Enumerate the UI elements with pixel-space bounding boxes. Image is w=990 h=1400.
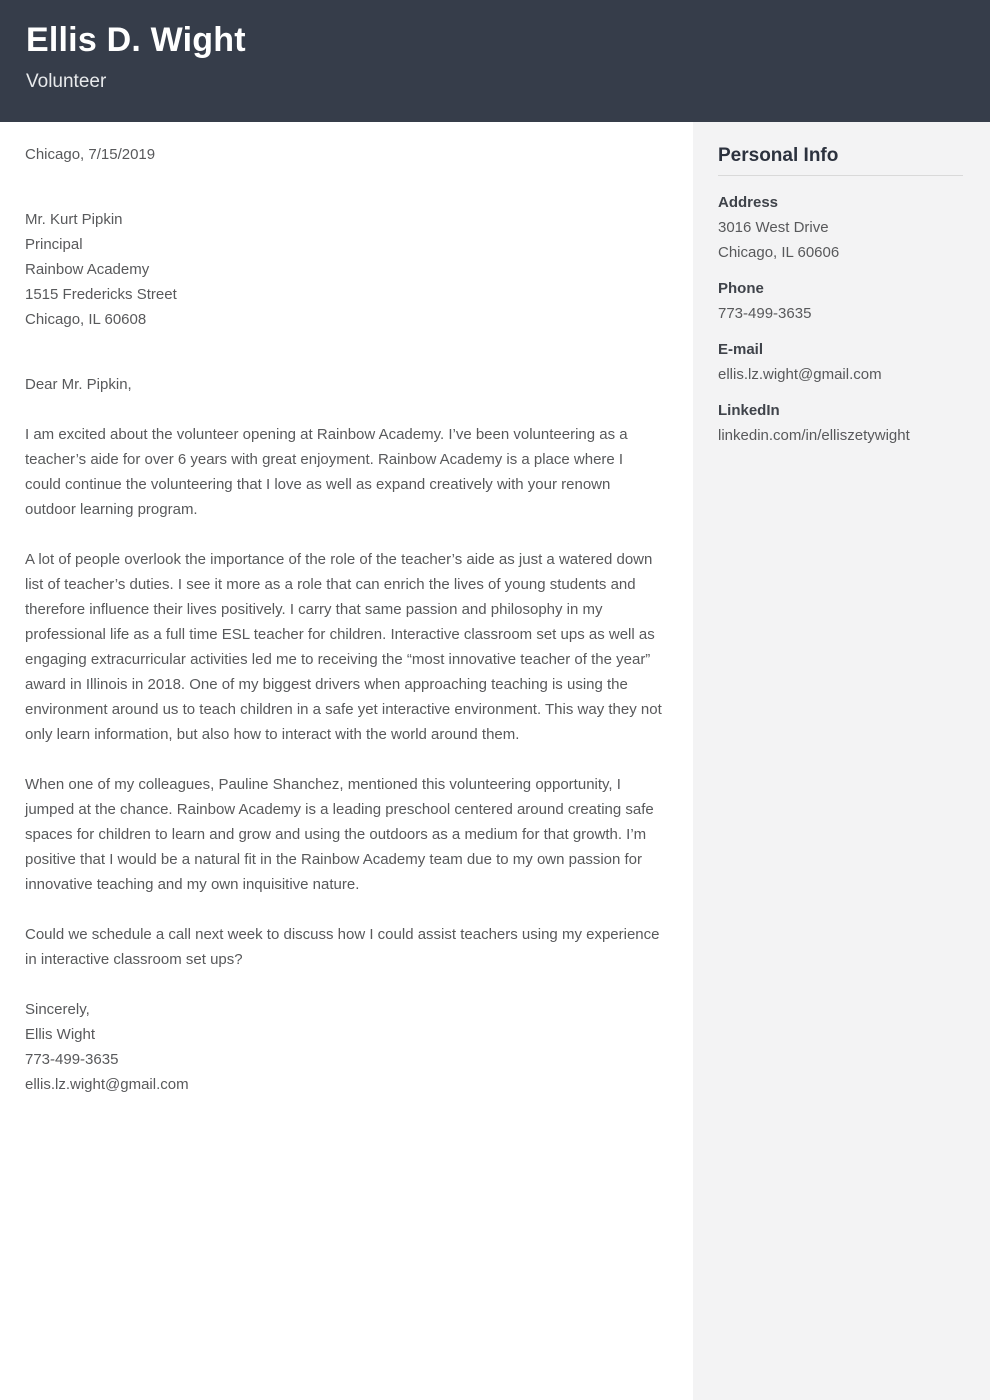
date-line: Chicago, 7/15/2019 <box>25 146 156 163</box>
address-city-value: Chicago, IL 60606 <box>718 244 840 261</box>
sidebar-section-phone <box>718 273 963 326</box>
address-street-value: 3016 West Drive <box>718 219 829 236</box>
recipient-company: Rainbow Academy <box>25 261 150 278</box>
personal-info-sidebar <box>693 122 990 1400</box>
closing-signoff: Sincerely, <box>25 1001 90 1018</box>
address-label: Address <box>718 194 779 211</box>
email-label: E-mail <box>718 341 764 358</box>
closing-phone: 773-499-3635 <box>25 1051 119 1068</box>
closing-block <box>25 997 663 1097</box>
candidate-name: Ellis D. Wight <box>26 21 246 59</box>
letter-body <box>0 122 693 1400</box>
recipient-name: Mr. Kurt Pipkin <box>25 211 123 228</box>
paragraph-call-to-action: Could we schedule a call next week to discuss how I could assist teachers using my experience in interactive classroom set ups? <box>25 926 660 968</box>
recipient-role: Principal <box>25 236 83 253</box>
closing-email: ellis.lz.wight@gmail.com <box>25 1076 189 1093</box>
sidebar-heading: Personal Info <box>718 145 839 166</box>
sidebar-divider <box>718 175 963 176</box>
letter-header <box>0 0 990 122</box>
phone-label: Phone <box>718 280 764 297</box>
recipient-street: 1515 Fredericks Street <box>25 286 177 303</box>
sidebar-section-linkedin <box>718 395 963 448</box>
sidebar-section-address <box>718 187 963 265</box>
linkedin-label: LinkedIn <box>718 402 780 419</box>
recipient-city: Chicago, IL 60608 <box>25 311 147 328</box>
linkedin-value: linkedin.com/in/elliszetywight <box>718 427 910 444</box>
candidate-job-title: Volunteer <box>26 71 107 92</box>
phone-value: 773-499-3635 <box>718 305 812 322</box>
email-value: ellis.lz.wight@gmail.com <box>718 366 882 383</box>
recipient-block <box>25 207 663 332</box>
sidebar-section-email <box>718 334 963 387</box>
paragraph-experience: A lot of people overlook the importance of the role of the teacher’s aide as just a watered down list of teacher’s duties. I see it more as a role that can enrich the lives of young students and therefore influence their lives positively. I carry that same passion and philosophy in my professional life as a full time ESL teacher for children. Interactive classroom set ups as well as engaging extracurricular activities led me to receiving the “most innovative teacher of the year” award in Illinois in 2018. One of my biggest drivers when approaching teaching is using the environment around us to teach children in a safe yet interactive environment. This way they not only learn information, but also how to interact with the world around them. <box>25 551 662 743</box>
content-row <box>0 122 990 1400</box>
salutation: Dear Mr. Pipkin, <box>25 376 132 393</box>
paragraph-motivation: When one of my colleagues, Pauline Shanchez, mentioned this volunteering opportunity, I jumped at the chance. Rainbow Academy is a leading preschool centered around creating safe spaces for children to learn and grow and using the outdoors as a medium for that growth. I’m positive that I would be a natural fit in the Rainbow Academy team due to my own passion for innovative teaching and my own inquisitive nature. <box>25 776 654 893</box>
paragraph-intro: I am excited about the volunteer opening at Rainbow Academy. I’ve been volunteering as a teacher’s aide for over 6 years with great enjoyment. Rainbow Academy is a place where I could continue the volunteering that I love as well as expand creatively with your renown outdoor learning program. <box>25 426 628 518</box>
closing-name: Ellis Wight <box>25 1026 96 1043</box>
